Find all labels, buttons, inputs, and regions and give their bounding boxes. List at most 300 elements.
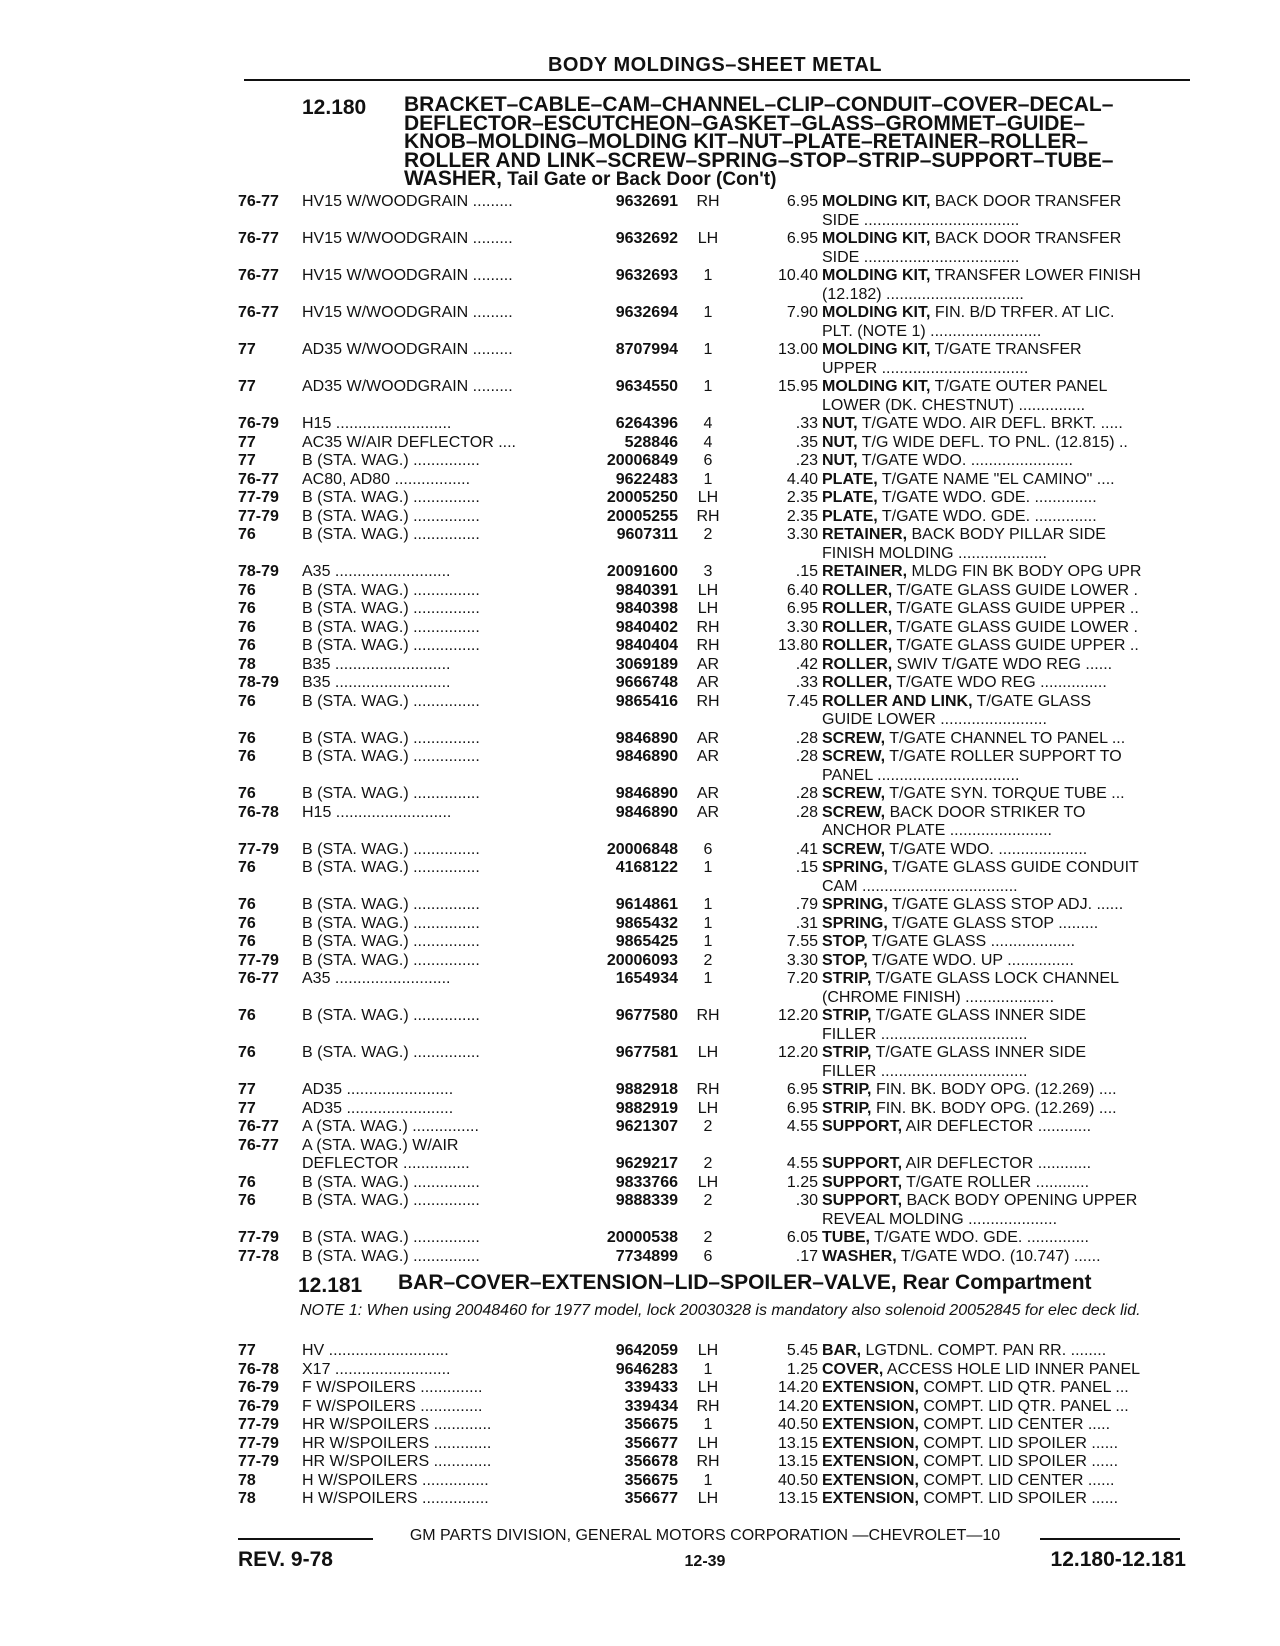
part-description: COMPT. LID QTR. PANEL ... bbox=[918, 1379, 1129, 1396]
model-cell: A35 .......................... bbox=[302, 563, 451, 580]
part-description: T/GATE SYN. TORQUE TUBE ... bbox=[885, 785, 1125, 802]
part-number-cell: 4168122 bbox=[615, 859, 678, 876]
model-cell: B35 .......................... bbox=[302, 674, 451, 691]
model-cell: AC35 W/AIR DEFLECTOR .... bbox=[302, 433, 516, 451]
table-row bbox=[238, 1342, 1188, 1361]
part-number-cell: 9634550 bbox=[615, 378, 678, 395]
description-cell bbox=[822, 656, 1192, 675]
model-cell: X17 .......................... bbox=[302, 1360, 451, 1378]
year-cell: 76 bbox=[238, 785, 256, 802]
table-row bbox=[238, 378, 1188, 397]
part-description: BACK BODY OPENING UPPER bbox=[902, 1192, 1138, 1209]
quantity-cell: LH bbox=[697, 581, 719, 599]
description-cell bbox=[822, 1361, 1192, 1380]
description-continuation: FILLER ................................. bbox=[822, 1062, 1028, 1080]
model-cell: H W/SPOILERS ............... bbox=[302, 1490, 489, 1507]
quantity-cell: LH bbox=[697, 489, 719, 506]
part-description: COMPT. LID QTR. PANEL ... bbox=[918, 1397, 1129, 1415]
part-description: T/GATE GLASS GUIDE UPPER .. bbox=[892, 600, 1139, 617]
quantity-cell: AR bbox=[696, 655, 720, 673]
description-cell bbox=[822, 1081, 1192, 1100]
part-number-cell: 9614861 bbox=[615, 896, 678, 913]
table-row bbox=[238, 841, 1188, 860]
table-row bbox=[238, 1379, 1188, 1398]
part-description: COMPT. LID SPOILER ...... bbox=[918, 1490, 1119, 1507]
price-cell: .28 bbox=[795, 729, 818, 747]
description-continuation: (12.182) ............................... bbox=[822, 285, 1024, 303]
part-name: COVER, bbox=[822, 1360, 884, 1378]
section-title-2-text: BAR–COVER–EXTENSION–LID–SPOILER–VALVE, bbox=[398, 1271, 897, 1294]
part-number-cell: 9846890 bbox=[615, 803, 678, 821]
description-cell bbox=[822, 933, 1192, 952]
price-cell: 13.15 bbox=[777, 1434, 818, 1452]
table-row bbox=[238, 674, 1188, 693]
description-cell bbox=[822, 341, 1192, 360]
year-cell: 76 bbox=[238, 692, 256, 710]
table-row bbox=[238, 933, 1188, 952]
part-number-cell: 8707994 bbox=[615, 341, 678, 358]
part-number-cell: 356677 bbox=[624, 1490, 678, 1507]
part-name: EXTENSION, bbox=[822, 1416, 919, 1433]
description-cell bbox=[822, 693, 1192, 712]
quantity-cell: 1 bbox=[703, 304, 713, 321]
part-number-cell: 9632694 bbox=[615, 304, 678, 321]
table-row bbox=[238, 1174, 1188, 1193]
part-description: SWIV T/GATE WDO REG ...... bbox=[892, 655, 1113, 673]
quantity-cell: RH bbox=[696, 618, 720, 636]
quantity-cell: RH bbox=[696, 1081, 720, 1098]
part-description: T/GATE GLASS GUIDE CONDUIT bbox=[887, 859, 1139, 876]
year-cell: 76-77 bbox=[238, 304, 279, 321]
quantity-cell: 1 bbox=[703, 914, 713, 932]
quantity-cell: LH bbox=[697, 1490, 719, 1507]
table-row bbox=[238, 1137, 1188, 1156]
part-name: MOLDING KIT, bbox=[822, 193, 931, 210]
quantity-cell: LH bbox=[697, 1379, 719, 1396]
part-number-cell: 1654934 bbox=[615, 970, 678, 987]
part-name: SCREW, bbox=[822, 785, 886, 802]
part-name: EXTENSION, bbox=[822, 1471, 919, 1489]
part-name: ROLLER AND LINK, bbox=[822, 692, 973, 710]
price-cell: .42 bbox=[795, 655, 818, 673]
part-number-cell: 9677581 bbox=[615, 1044, 678, 1061]
model-cell: B35 .......................... bbox=[302, 655, 451, 673]
year-cell: 78-79 bbox=[238, 674, 279, 691]
quantity-cell: AR bbox=[696, 785, 720, 802]
price-cell: .33 bbox=[795, 415, 818, 432]
part-name: NUT, bbox=[822, 415, 858, 432]
description-cell bbox=[822, 915, 1192, 934]
part-name: STRIP, bbox=[822, 1081, 872, 1098]
description-cell bbox=[822, 1490, 1192, 1509]
part-number-cell: 9846890 bbox=[615, 729, 678, 747]
section-title-line: ROLLER AND LINK–SCREW–SPRING–STOP–STRIP–SUPPORT–TUBE– bbox=[404, 148, 1114, 172]
part-number-cell: 9629217 bbox=[615, 1155, 678, 1172]
description-cell bbox=[822, 1174, 1192, 1193]
table-row bbox=[238, 1361, 1188, 1380]
part-name: MOLDING KIT, bbox=[822, 230, 931, 247]
part-number-cell: 528846 bbox=[624, 433, 678, 451]
price-cell: .15 bbox=[795, 859, 818, 876]
part-name: EXTENSION, bbox=[822, 1397, 919, 1415]
page-header-title: BODY MOLDINGS–SHEET METAL bbox=[547, 54, 882, 76]
quantity-cell: 1 bbox=[703, 470, 713, 488]
table-row bbox=[238, 970, 1188, 989]
part-number-cell: 9840402 bbox=[615, 618, 678, 636]
description-cell bbox=[822, 859, 1192, 878]
price-cell: 13.15 bbox=[777, 1453, 818, 1470]
price-cell: 3.30 bbox=[786, 951, 818, 969]
model-cell: B (STA. WAG.) ............... bbox=[302, 1192, 480, 1209]
part-description: T/GATE WDO. ....................... bbox=[857, 452, 1073, 469]
model-cell: B (STA. WAG.) ............... bbox=[302, 1044, 480, 1061]
part-description: TRANSFER LOWER FINISH bbox=[930, 267, 1141, 284]
quantity-cell: AR bbox=[696, 674, 720, 691]
year-cell: 78 bbox=[238, 1471, 256, 1489]
part-name: STRIP, bbox=[822, 1099, 872, 1117]
quantity-cell: 4 bbox=[703, 433, 713, 451]
description-cell bbox=[822, 471, 1192, 490]
model-cell: AD35 ........................ bbox=[302, 1081, 454, 1098]
table-row bbox=[238, 1435, 1188, 1454]
price-cell: 40.50 bbox=[777, 1471, 818, 1489]
part-number-cell: 339433 bbox=[624, 1379, 678, 1396]
part-description: T/GATE WDO. UP ............... bbox=[867, 951, 1074, 969]
description-cell bbox=[822, 674, 1192, 693]
quantity-cell: 6 bbox=[703, 452, 713, 469]
part-name: ROLLER, bbox=[822, 618, 893, 636]
quantity-cell: 1 bbox=[703, 896, 713, 913]
part-name: RETAINER, bbox=[822, 563, 908, 580]
quantity-cell: LH bbox=[697, 600, 719, 617]
table-row bbox=[238, 563, 1188, 582]
part-name: WASHER, bbox=[822, 1247, 897, 1265]
price-cell: 15.95 bbox=[777, 378, 818, 395]
quantity-cell: 2 bbox=[703, 1118, 713, 1135]
price-cell: .15 bbox=[795, 563, 818, 580]
model-cell: A (STA. WAG.) ............... bbox=[302, 1118, 479, 1135]
part-name: EXTENSION, bbox=[822, 1453, 919, 1470]
table-row bbox=[238, 1192, 1188, 1211]
section-title bbox=[404, 93, 1114, 190]
table-row bbox=[238, 471, 1188, 490]
description-cell bbox=[822, 1248, 1192, 1267]
quantity-cell: 2 bbox=[703, 1192, 713, 1209]
description-continuation: ANCHOR PLATE ....................... bbox=[822, 822, 1052, 839]
description-continuation: FINISH MOLDING .................... bbox=[822, 544, 1047, 562]
part-number-cell: 9882919 bbox=[615, 1099, 678, 1117]
table-row bbox=[238, 582, 1188, 601]
table-row bbox=[238, 600, 1188, 619]
part-name: EXTENSION, bbox=[822, 1379, 919, 1396]
part-name: ROLLER, bbox=[822, 637, 893, 654]
table-row bbox=[238, 693, 1188, 712]
table-row bbox=[238, 304, 1188, 323]
part-description: T/GATE GLASS bbox=[972, 692, 1092, 710]
year-cell: 76-77 bbox=[238, 230, 279, 247]
description-cell bbox=[822, 1398, 1192, 1417]
quantity-cell: 1 bbox=[703, 267, 713, 284]
table-row bbox=[238, 1453, 1188, 1472]
description-cell bbox=[822, 637, 1192, 656]
model-cell: HR W/SPOILERS ............. bbox=[302, 1453, 492, 1470]
part-name: SCREW, bbox=[822, 840, 886, 858]
part-name: MOLDING KIT, bbox=[822, 267, 931, 284]
part-name: STRIP, bbox=[822, 1007, 872, 1024]
quantity-cell: 2 bbox=[703, 1155, 713, 1172]
model-cell: AD35 W/WOODGRAIN ......... bbox=[302, 378, 513, 395]
year-cell: 77 bbox=[238, 1081, 256, 1098]
part-name: EXTENSION, bbox=[822, 1434, 919, 1452]
model-cell: B (STA. WAG.) ............... bbox=[302, 1247, 480, 1265]
year-cell: 76-77 bbox=[238, 970, 279, 987]
model-cell: B (STA. WAG.) ............... bbox=[302, 896, 480, 913]
description-continuation: PLT. (NOTE 1) ......................... bbox=[822, 322, 1042, 340]
year-cell: 76-78 bbox=[238, 803, 279, 821]
year-cell: 76 bbox=[238, 859, 256, 876]
description-cell bbox=[822, 1416, 1192, 1435]
part-description: T/GATE GLASS GUIDE LOWER . bbox=[892, 618, 1138, 636]
year-cell: 76 bbox=[238, 1044, 256, 1061]
part-name: SPRING, bbox=[822, 859, 888, 876]
quantity-cell: RH bbox=[696, 637, 720, 654]
description-cell bbox=[822, 748, 1192, 767]
description-continuation: REVEAL MOLDING .................... bbox=[822, 1210, 1058, 1228]
year-cell: 77 bbox=[238, 433, 256, 451]
year-cell: 77-79 bbox=[238, 1453, 279, 1470]
part-description: COMPT. LID CENTER ..... bbox=[918, 1416, 1111, 1433]
year-cell: 76-79 bbox=[238, 1379, 279, 1396]
part-name: SUPPORT, bbox=[822, 1173, 903, 1191]
part-name: EXTENSION, bbox=[822, 1490, 919, 1507]
price-cell: 3.30 bbox=[786, 618, 818, 636]
description-continuation: GUIDE LOWER ........................ bbox=[822, 711, 1047, 728]
model-cell: AC80, AD80 ................. bbox=[302, 470, 471, 488]
part-description: T/GATE TRANSFER bbox=[930, 341, 1082, 358]
part-number-cell: 20006848 bbox=[606, 840, 678, 858]
year-cell: 76-77 bbox=[238, 267, 279, 284]
part-description: T/G WIDE DEFL. TO PNL. (12.815) .. bbox=[857, 433, 1128, 451]
price-cell: 4.40 bbox=[786, 470, 818, 488]
year-cell: 77-79 bbox=[238, 507, 279, 525]
table-row bbox=[238, 341, 1188, 360]
table-row bbox=[238, 1044, 1188, 1063]
part-description: AIR DEFLECTOR ............ bbox=[902, 1118, 1092, 1135]
price-cell: 7.45 bbox=[786, 692, 818, 710]
table-row bbox=[238, 452, 1188, 471]
part-description: COMPT. LID SPOILER ...... bbox=[918, 1434, 1119, 1452]
price-cell: .33 bbox=[795, 674, 818, 691]
table-row bbox=[238, 1490, 1188, 1509]
model-cell: B (STA. WAG.) ............... bbox=[302, 600, 480, 617]
part-number-cell: 9646283 bbox=[615, 1360, 678, 1378]
model-cell: HV15 W/WOODGRAIN ......... bbox=[302, 230, 513, 247]
table-row bbox=[238, 730, 1188, 749]
description-cell bbox=[822, 1379, 1192, 1398]
part-name: STOP, bbox=[822, 951, 868, 969]
part-number-cell: 3069189 bbox=[615, 655, 678, 673]
part-number-cell: 20006093 bbox=[606, 951, 678, 969]
price-cell: .28 bbox=[795, 748, 818, 765]
part-description: T/GATE WDO. .................... bbox=[885, 840, 1088, 858]
part-description: T/GATE GLASS GUIDE UPPER .. bbox=[892, 637, 1139, 654]
model-cell: B (STA. WAG.) ............... bbox=[302, 914, 480, 932]
year-cell: 77 bbox=[238, 1342, 256, 1359]
table-row bbox=[238, 489, 1188, 508]
price-cell: .41 bbox=[795, 840, 818, 858]
price-cell: 12.20 bbox=[777, 1007, 818, 1024]
part-name: ROLLER, bbox=[822, 600, 893, 617]
description-cell bbox=[822, 1342, 1192, 1361]
table-row bbox=[238, 415, 1188, 434]
price-cell: 4.55 bbox=[786, 1155, 818, 1172]
table-row bbox=[238, 526, 1188, 545]
description-cell bbox=[822, 970, 1192, 989]
part-description: T/GATE GLASS INNER SIDE bbox=[871, 1044, 1087, 1061]
part-name: NUT, bbox=[822, 452, 858, 469]
part-number-cell: 9846890 bbox=[615, 748, 678, 765]
table-row bbox=[238, 1100, 1188, 1119]
model-cell: F W/SPOILERS .............. bbox=[302, 1397, 483, 1415]
part-number-cell: 9632693 bbox=[615, 267, 678, 284]
model-cell: AD35 W/WOODGRAIN ......... bbox=[302, 341, 513, 358]
part-number-cell: 9677580 bbox=[615, 1007, 678, 1024]
quantity-cell: RH bbox=[696, 193, 720, 210]
description-cell bbox=[822, 1472, 1192, 1491]
part-number-cell: 20005255 bbox=[606, 507, 678, 525]
description-continuation: SIDE ................................... bbox=[822, 248, 1020, 266]
model-cell: B (STA. WAG.) ............... bbox=[302, 526, 480, 543]
quantity-cell: RH bbox=[696, 507, 720, 525]
part-description: BACK DOOR TRANSFER bbox=[930, 230, 1122, 247]
part-description: AIR DEFLECTOR ............ bbox=[902, 1155, 1092, 1172]
table-row bbox=[238, 508, 1188, 527]
part-number-cell: 356675 bbox=[624, 1416, 678, 1433]
quantity-cell: LH bbox=[697, 1099, 719, 1117]
description-cell bbox=[822, 193, 1192, 212]
description-cell bbox=[822, 304, 1192, 323]
part-name: ROLLER, bbox=[822, 655, 893, 673]
part-name: SCREW, bbox=[822, 729, 886, 747]
part-number-cell: 20005250 bbox=[606, 489, 678, 506]
part-number-cell: 9865416 bbox=[615, 692, 678, 710]
year-cell: 76 bbox=[238, 933, 256, 950]
part-number-cell: 9840391 bbox=[615, 581, 678, 599]
model-cell: B (STA. WAG.) ............... bbox=[302, 1229, 480, 1246]
price-cell: 5.45 bbox=[786, 1342, 818, 1359]
part-number-cell: 9888339 bbox=[615, 1192, 678, 1209]
table-row bbox=[238, 896, 1188, 915]
description-continuation: (CHROME FINISH) .................... bbox=[822, 988, 1055, 1006]
price-cell: 6.95 bbox=[786, 193, 818, 210]
part-number-cell: 9666748 bbox=[615, 674, 678, 691]
part-description: T/GATE CHANNEL TO PANEL ... bbox=[885, 729, 1126, 747]
model-cell: B (STA. WAG.) ............... bbox=[302, 507, 480, 525]
model-cell: B (STA. WAG.) ............... bbox=[302, 692, 480, 710]
price-cell: 7.55 bbox=[786, 933, 818, 950]
description-cell bbox=[822, 1155, 1192, 1174]
description-cell bbox=[822, 619, 1192, 638]
section-range: 12.180-12.181 bbox=[1050, 1548, 1186, 1571]
quantity-cell: LH bbox=[697, 1434, 719, 1452]
part-number-cell: 9833766 bbox=[615, 1173, 678, 1191]
year-cell: 77-78 bbox=[238, 1247, 279, 1265]
price-cell: .28 bbox=[795, 803, 818, 821]
model-cell: H W/SPOILERS ............... bbox=[302, 1471, 489, 1489]
price-cell: 13.15 bbox=[777, 1490, 818, 1507]
price-cell: .30 bbox=[795, 1192, 818, 1209]
quantity-cell: RH bbox=[696, 692, 720, 710]
revision-label: REV. 9-78 bbox=[238, 1548, 333, 1571]
description-cell bbox=[822, 1192, 1192, 1211]
part-number-cell: 9865425 bbox=[615, 933, 678, 950]
table-row bbox=[238, 1248, 1188, 1267]
part-number-cell: 356675 bbox=[624, 1471, 678, 1489]
part-description: T/GATE GLASS GUIDE LOWER . bbox=[892, 581, 1138, 599]
part-description: BACK BODY PILLAR SIDE bbox=[907, 526, 1106, 543]
year-cell: 76 bbox=[238, 1192, 256, 1209]
description-cell bbox=[822, 434, 1192, 453]
description-cell bbox=[822, 1044, 1192, 1063]
model-cell: B (STA. WAG.) ............... bbox=[302, 489, 480, 506]
price-cell: 1.25 bbox=[786, 1173, 818, 1191]
part-number-cell: 20091600 bbox=[606, 563, 678, 580]
part-number-cell: 7734899 bbox=[615, 1247, 678, 1265]
year-cell: 76 bbox=[238, 600, 256, 617]
table-row bbox=[238, 1398, 1188, 1417]
quantity-cell: 6 bbox=[703, 1247, 713, 1265]
year-cell: 78-79 bbox=[238, 563, 279, 580]
page-number: 12-39 bbox=[684, 1553, 726, 1570]
part-description: MLDG FIN BK BODY OPG UPR bbox=[907, 563, 1142, 580]
description-cell bbox=[822, 804, 1192, 823]
part-name: BAR, bbox=[822, 1342, 862, 1359]
part-description: COMPT. LID SPOILER ...... bbox=[918, 1453, 1119, 1470]
price-cell: 7.20 bbox=[786, 970, 818, 987]
price-cell: 12.20 bbox=[777, 1044, 818, 1061]
part-description: T/GATE ROLLER ............ bbox=[902, 1173, 1090, 1191]
part-description: T/GATE WDO REG ............... bbox=[892, 674, 1107, 691]
description-continuation: FILLER ................................. bbox=[822, 1025, 1028, 1043]
part-name: STRIP, bbox=[822, 970, 872, 987]
year-cell: 76-79 bbox=[238, 415, 279, 432]
year-cell: 77-79 bbox=[238, 1416, 279, 1433]
part-name: MOLDING KIT, bbox=[822, 304, 931, 321]
year-cell: 77-79 bbox=[238, 840, 279, 858]
model-cell: B (STA. WAG.) ............... bbox=[302, 452, 480, 469]
quantity-cell: 1 bbox=[703, 859, 713, 876]
part-description: T/GATE WDO. GDE. .............. bbox=[877, 507, 1097, 525]
part-name: SPRING, bbox=[822, 896, 888, 913]
part-description: T/GATE GLASS INNER SIDE bbox=[871, 1007, 1087, 1024]
description-cell bbox=[822, 526, 1192, 545]
quantity-cell: 2 bbox=[703, 526, 713, 543]
description-cell bbox=[822, 582, 1192, 601]
year-cell: 76 bbox=[238, 1007, 256, 1024]
header-rule bbox=[244, 79, 1190, 81]
part-number-cell: 9632692 bbox=[615, 230, 678, 247]
model-cell: H15 .......................... bbox=[302, 415, 452, 432]
quantity-cell: 1 bbox=[703, 1360, 713, 1378]
description-cell bbox=[822, 600, 1192, 619]
quantity-cell: AR bbox=[696, 729, 720, 747]
quantity-cell: RH bbox=[696, 1007, 720, 1024]
part-description: T/GATE GLASS STOP ......... bbox=[887, 914, 1099, 932]
description-continuation: CAM ................................... bbox=[822, 877, 1018, 895]
quantity-cell: 6 bbox=[703, 840, 713, 858]
section-title-last: WASHER, bbox=[404, 167, 503, 190]
quantity-cell: 1 bbox=[703, 1416, 713, 1433]
